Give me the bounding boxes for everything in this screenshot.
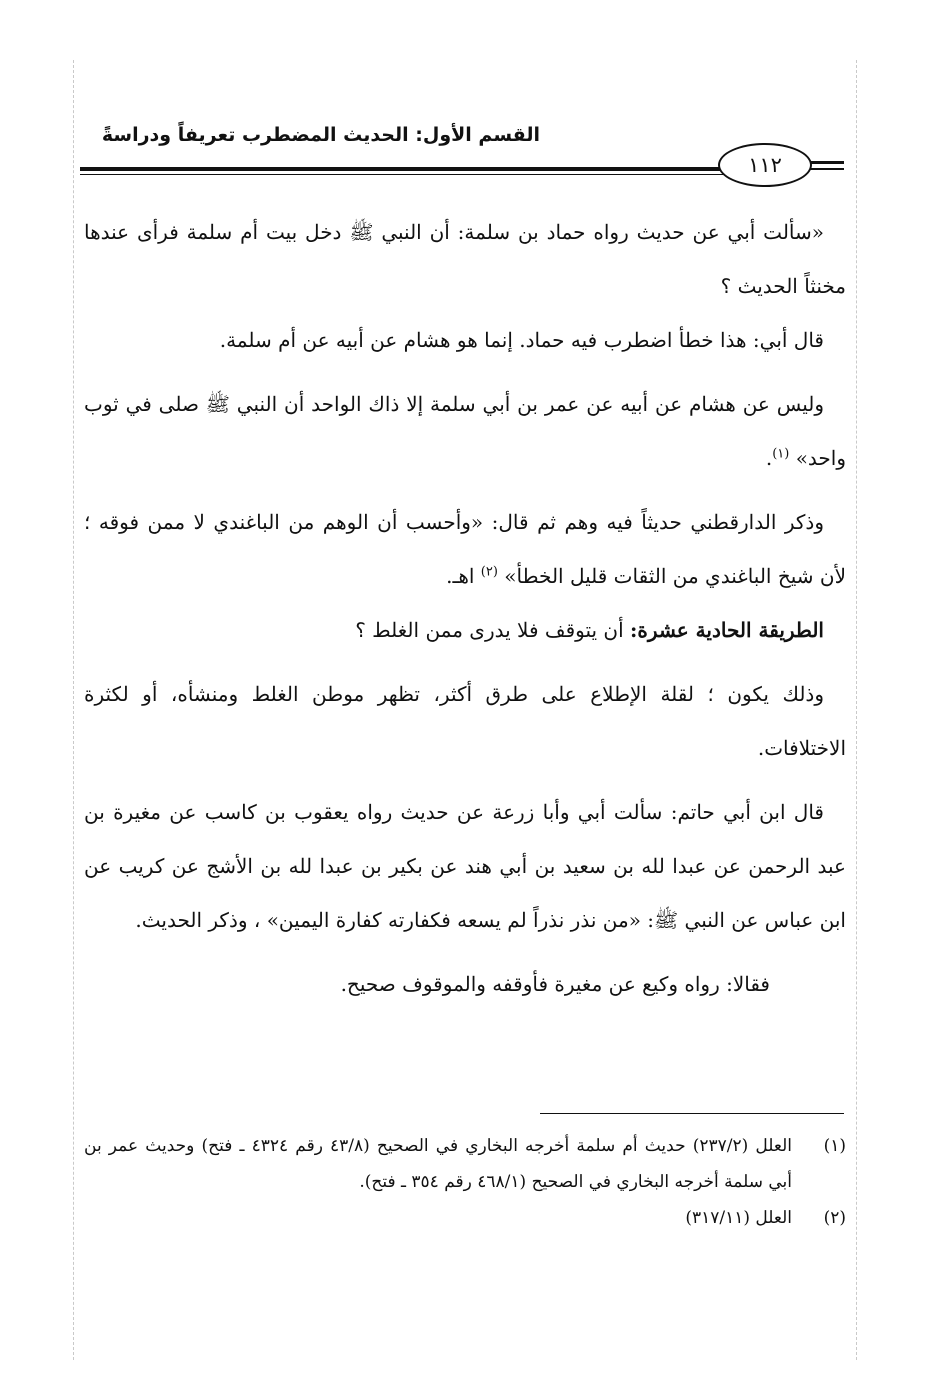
paragraph-3-text: وليس عن هشام عن أبيه عن عمر بن أبي سلمة إلا ذاك الواحد أن النبي ﷺ صلى في ثوب واحد» — [84, 392, 846, 470]
page-number: ١١٢ — [748, 153, 782, 177]
footnote-2-number: (٢) — [823, 1208, 846, 1228]
scan-guide-line-right — [856, 60, 857, 1360]
footnote-2-text: العلل (٣١٧/١١) — [685, 1208, 792, 1228]
footnote-1 — [84, 1128, 846, 1200]
header-rule-thin — [80, 174, 730, 175]
paragraph-1: «سألت أبي عن حديث رواه حماد بن سلمة: أن النبي ﷺ دخل بيت أم سلمة فرأى عندها مخنثاً الحديث ؟ — [84, 220, 846, 298]
footnote-ref-2[interactable]: (٢) — [480, 564, 498, 580]
paragraph-4 — [84, 495, 846, 603]
paragraph-2: قال أبي: هذا خطأ اضطرب فيه حماد. إنما هو هشام عن أبيه عن أم سلمة. — [219, 328, 824, 352]
header-rule-thick — [80, 167, 730, 171]
paragraph-7: قال ابن أبي حاتم: سألت أبي وأبا زرعة عن حديث رواه يعقوب بن كاسب عن مغيرة بن عبد الرحمن عن عبدا لله بن سعيد بن أبي هند عن بكير بن عبدا لله بن الأشج عن كريب عن ابن عباس عن النبي ﷺ: «من نذر نذراً لم يسعه فكفارته كفارة اليمين» ، وذكر الحديث. — [84, 800, 846, 932]
page-number-frame — [718, 143, 812, 187]
footnote-ref-1[interactable]: (١) — [772, 446, 790, 462]
running-title: القسم الأول: الحديث المضطرب تعريفاً ودراسةً — [101, 124, 540, 146]
method-heading-text: أن يتوقف فلا يدرى ممن الغلط ؟ — [355, 618, 631, 642]
footnote-2 — [84, 1200, 846, 1236]
footnotes — [84, 1128, 846, 1236]
footnote-separator — [540, 1113, 844, 1114]
paragraph-6: وذلك يكون ؛ لقلة الإطلاع على طرق أكثر، تظهر موطن الغلط ومنشأه، أو لكثرة الاختلافات. — [84, 682, 846, 760]
paragraph-4-end: اهـ. — [446, 564, 481, 588]
paragraph-5 — [84, 603, 846, 657]
main-text — [84, 205, 846, 1021]
paragraph-4-text: وذكر الدارقطني حديثاً فيه وهم ثم قال: «وأحسب أن الوهم من الباغندي لا ممن فوقه ؛ لأن شيخ الباغندي من الثقات قليل الخطأ» — [84, 510, 846, 588]
paragraph-3 — [84, 377, 846, 485]
footnote-1-number: (١) — [823, 1136, 846, 1156]
paragraph-8: فقالا: رواه وكيع عن مغيرة فأوقفه والموقوف صحيح. — [340, 972, 770, 996]
method-heading: الطريقة الحادية عشرة: — [630, 618, 824, 642]
footnote-1-text: العلل (٢٣٧/٢) حديث أم سلمة أخرجه البخاري في الصحيح (٤٣/٨ رقم ٤٣٢٤ ـ فتح) وحديث عمر بن أبي سلمة أخرجه البخاري في الصحيح (٤٦٨/١ رقم ٣٥٤ ـ فتح). — [84, 1136, 792, 1192]
scan-guide-line-left — [73, 60, 74, 1360]
paragraph-3-end: . — [765, 446, 773, 470]
